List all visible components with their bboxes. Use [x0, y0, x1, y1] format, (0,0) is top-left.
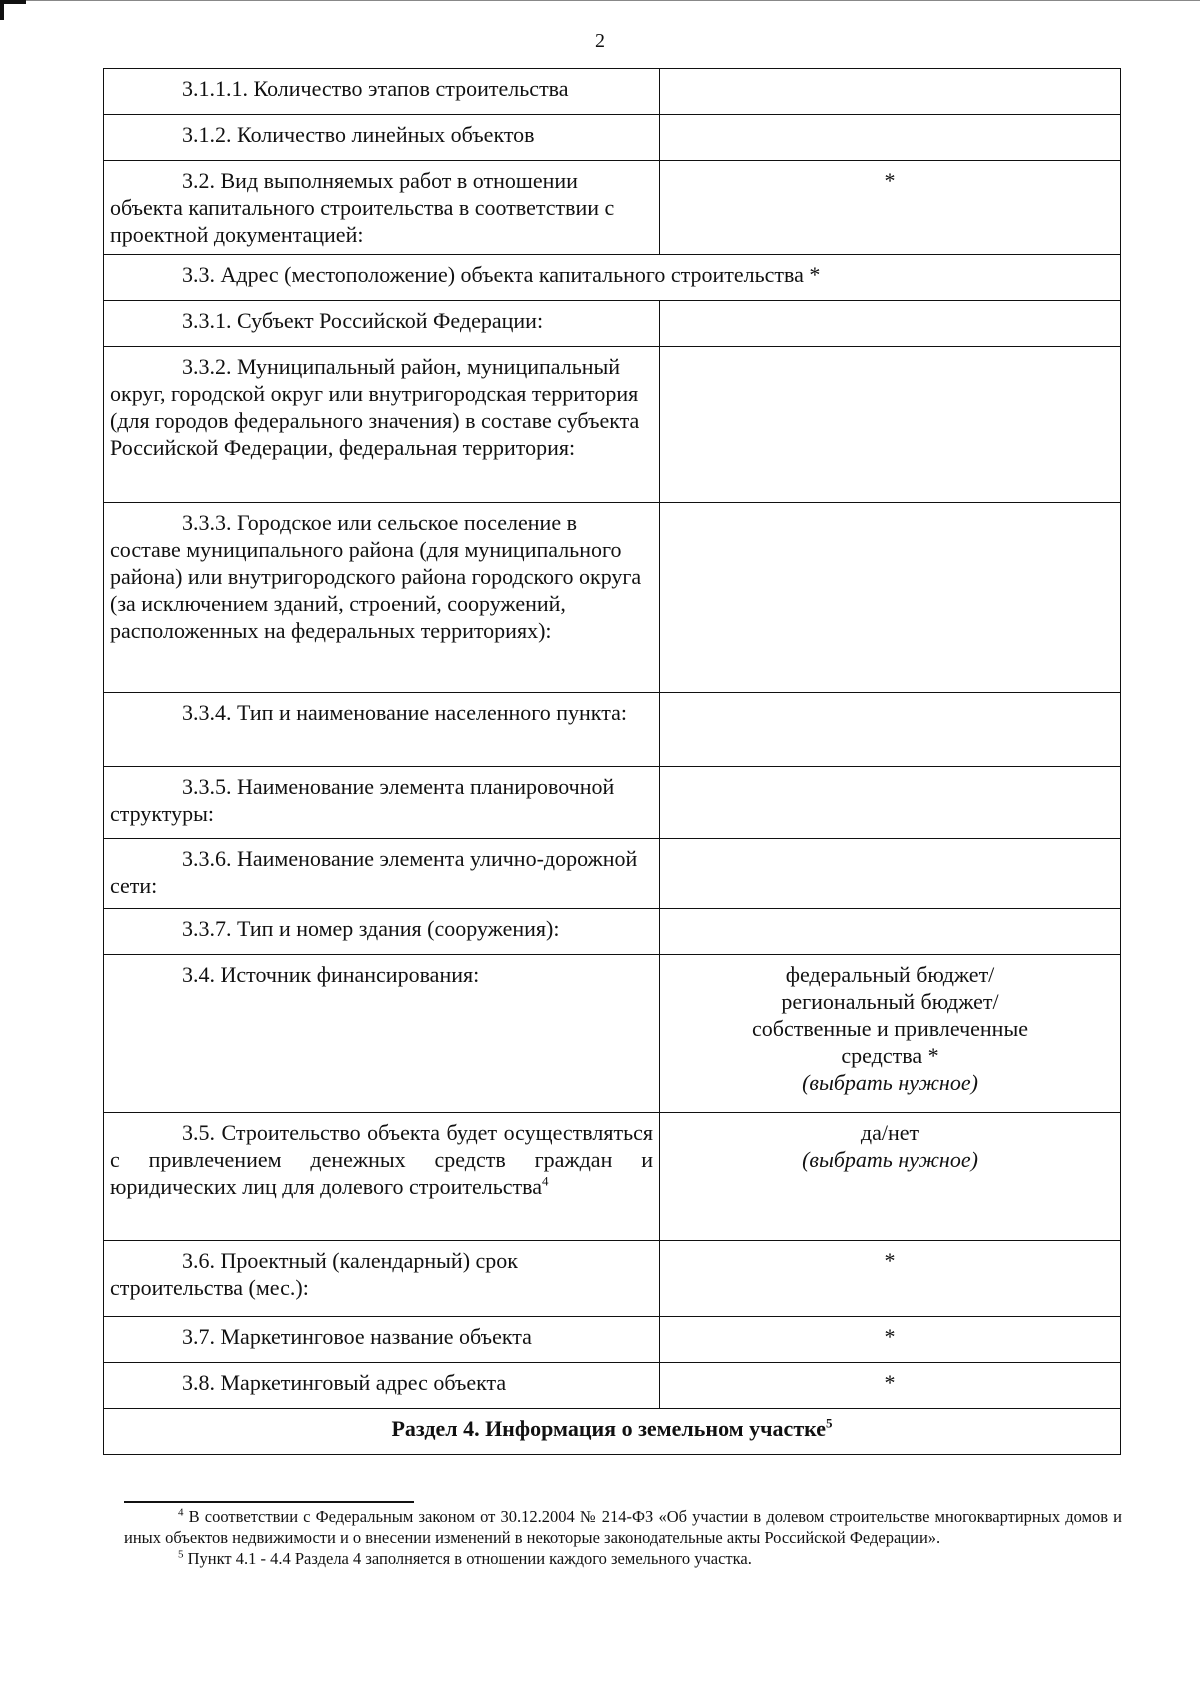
footnote-mark: 5 [178, 1548, 184, 1561]
row-label: 3.7. Маркетинговое название объекта [104, 1317, 660, 1363]
table-row [104, 115, 1121, 161]
footnote-4 [124, 1506, 1122, 1548]
address-heading: 3.3. Адрес (местоположение) объекта капитального строительства * [104, 255, 1121, 301]
value-field[interactable]: * [660, 1363, 1121, 1409]
value-field[interactable]: * [660, 1317, 1121, 1363]
row-label: 3.3.2. Муниципальный район, муниципальный округ, городской округ или внутригородская территория (для городов федерального значения) в составе субъекта Российской Федерации, федеральная территория: [104, 347, 660, 503]
value-field[interactable] [660, 301, 1121, 347]
footnote-text: Пункт 4.1 - 4.4 Раздела 4 заполняется в отношении каждого земельного участка. [187, 1549, 752, 1568]
scan-top-edge [0, 0, 1200, 1]
value-field[interactable] [660, 839, 1121, 909]
section-4-title-text: Раздел 4. Информация о земельном участке [391, 1416, 827, 1441]
footnote-mark: 4 [178, 1506, 184, 1519]
value-field[interactable] [660, 69, 1121, 115]
footnote-ref[interactable]: 5 [826, 1415, 833, 1431]
footnote-ref[interactable]: 4 [542, 1173, 549, 1189]
row-label: 3.3.3. Городское или сельское поселение в составе муниципального района (для муниципального района) или внутригородского района городского округа (за исключением зданий, строений, сооружений, расположенных на федеральных территориях): [104, 503, 660, 693]
row-label: 3.3.5. Наименование элемента планировочной структуры: [104, 767, 660, 839]
footnote-5 [124, 1548, 1122, 1569]
value-field[interactable] [660, 767, 1121, 839]
table-row [104, 301, 1121, 347]
table-row [104, 255, 1121, 301]
row-label: 3.6. Проектный (календарный) срок строительства (мес.): [104, 1241, 660, 1317]
section-4-title [104, 1409, 1121, 1455]
footnote-text: В соответствии с Федеральным законом от 30.12.2004 № 214-ФЗ «Об участии в долевом строительстве многоквартирных домов и иных объектов недвижимости и о внесении изменений в некоторые законодательные акты Российской Федерации». [124, 1507, 1123, 1547]
row-label: 3.3.7. Тип и номер здания (сооружения): [104, 909, 660, 955]
row-label: 3.8. Маркетинговый адрес объекта [104, 1363, 660, 1409]
table-row [104, 503, 1121, 693]
scan-corner-mark [0, 0, 4, 20]
form-table [103, 68, 1121, 1455]
row-label: 3.4. Источник финансирования: [104, 955, 660, 1113]
footnotes [124, 1506, 1122, 1569]
yes-no-options: да/нет [860, 1120, 920, 1145]
value-field[interactable] [660, 693, 1121, 767]
table-row [104, 161, 1121, 255]
table-row [104, 1241, 1121, 1317]
row-label: 3.1.2. Количество линейных объектов [104, 115, 660, 161]
table-row [104, 1363, 1121, 1409]
footnote-divider [124, 1501, 414, 1503]
value-field[interactable] [660, 115, 1121, 161]
row-label: 3.3.1. Субъект Российской Федерации: [104, 301, 660, 347]
row-label: 3.3.4. Тип и наименование населенного пункта: [104, 693, 660, 767]
value-field[interactable]: * [660, 1241, 1121, 1317]
value-field[interactable] [660, 909, 1121, 955]
table-row [104, 1409, 1121, 1455]
table-row [104, 347, 1121, 503]
page-number: 2 [595, 30, 605, 52]
table-row [104, 839, 1121, 909]
value-field[interactable]: * [660, 161, 1121, 255]
choose-hint: (выбрать нужное) [802, 1147, 978, 1172]
row-label [104, 1113, 660, 1241]
choose-hint: (выбрать нужное) [802, 1070, 978, 1095]
shared-construction-label: 3.5. Строительство объекта будет осуществляться с привлечением денежных средств граждан и юридических лиц для долевого строительства [110, 1120, 653, 1199]
row-label: 3.3.6. Наименование элемента улично-дорожной сети: [104, 839, 660, 909]
value-field[interactable] [660, 503, 1121, 693]
funding-options: федеральный бюджет/региональный бюджет/собственные и привлеченные средства * [752, 962, 1028, 1068]
table-row [104, 693, 1121, 767]
funding-source-field[interactable] [660, 955, 1121, 1113]
table-row [104, 1317, 1121, 1363]
table-row [104, 955, 1121, 1113]
row-label: 3.1.1.1. Количество этапов строительства [104, 69, 660, 115]
table-row [104, 1113, 1121, 1241]
table-row [104, 909, 1121, 955]
value-field[interactable] [660, 347, 1121, 503]
shared-construction-field[interactable] [660, 1113, 1121, 1241]
table-row [104, 767, 1121, 839]
row-label: 3.2. Вид выполняемых работ в отношении объекта капитального строительства в соответствии с проектной документацией: [104, 161, 660, 255]
table-row [104, 69, 1121, 115]
